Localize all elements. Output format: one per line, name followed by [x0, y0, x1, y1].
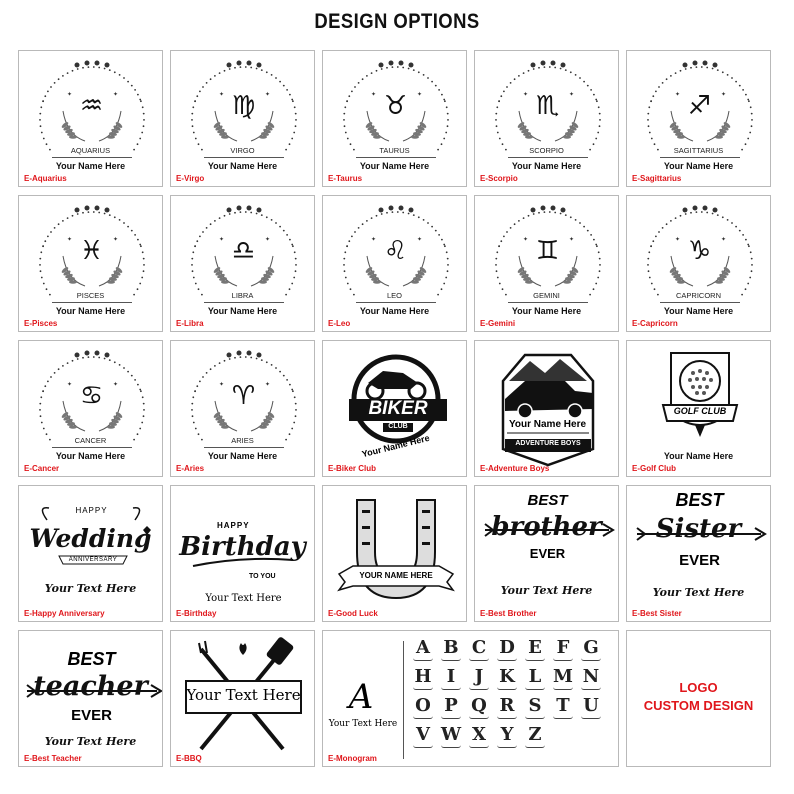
teacher-ever: EVER	[71, 707, 112, 724]
design-code: E-Good Luck	[328, 609, 378, 618]
horseshoe-banner: YOUR NAME HERE	[359, 571, 433, 580]
design-code: E-Birthday	[176, 609, 217, 618]
letter-swash	[413, 716, 433, 719]
design-code: E-Best Brother	[480, 609, 537, 618]
svg-text:✦: ✦	[219, 237, 225, 243]
zodiac-divider	[356, 302, 436, 303]
design-option-sagittarius[interactable]	[626, 50, 771, 187]
letter-swash	[581, 716, 601, 719]
design-option-gemini[interactable]	[474, 195, 619, 332]
letter-swash	[581, 687, 601, 690]
zodiac-symbol-icon: ♊	[535, 236, 560, 266]
zodiac-divider	[204, 157, 284, 158]
svg-text:✦: ✦	[569, 237, 575, 243]
design-code: E-Monogram	[328, 754, 377, 763]
zodiac-symbol-icon: ♐	[687, 91, 712, 121]
letter-swash	[553, 687, 573, 690]
design-code: E-Best Sister	[632, 609, 682, 618]
monogram-letter: Q	[471, 695, 487, 716]
zodiac-divider	[204, 302, 284, 303]
svg-text:✦: ✦	[675, 92, 681, 98]
zodiac-sign-label: CAPRICORN	[675, 291, 721, 300]
design-option-golf-club[interactable]	[626, 340, 771, 477]
sister-text: Your Text Here	[652, 586, 745, 599]
letter-swash	[553, 716, 573, 719]
anniversary-ribbon: ANNIVERSARY	[68, 557, 118, 563]
monogram-letter: J	[474, 666, 484, 687]
monogram-letter: N	[582, 666, 600, 687]
svg-text:✦: ✦	[67, 92, 73, 98]
design-code: E-Happy Anniversary	[24, 609, 105, 618]
svg-text:✦: ✦	[371, 92, 377, 98]
letter-swash	[497, 658, 517, 661]
biker-title: BIKER	[368, 398, 428, 419]
brother-best: BEST	[527, 492, 568, 509]
monogram-letter: A	[416, 637, 430, 658]
birthday-big: Birthday	[179, 532, 306, 562]
truck-name: Your Name Here	[508, 419, 587, 430]
svg-text:✦: ✦	[67, 237, 73, 243]
letter-swash	[469, 687, 489, 690]
letter-swash	[413, 658, 433, 661]
svg-text:✦: ✦	[113, 92, 119, 98]
truck-banner: ADVENTURE BOYS	[515, 440, 581, 447]
zodiac-symbol-icon: ♌	[383, 236, 408, 266]
svg-text:✦: ✦	[265, 92, 271, 98]
brother-word: brother	[491, 512, 602, 542]
letter-swash	[581, 658, 601, 661]
anniversary-small: HAPPY	[75, 506, 108, 515]
zodiac-name: Your Name Here	[207, 451, 278, 461]
letter-swash	[497, 745, 517, 748]
letter-swash	[413, 687, 433, 690]
monogram-letter: P	[444, 695, 458, 716]
zodiac-name: Your Name Here	[359, 306, 430, 316]
svg-text:✦: ✦	[721, 237, 727, 243]
letter-swash	[441, 716, 461, 719]
design-code: E-Pisces	[24, 319, 58, 328]
svg-text:✦: ✦	[265, 237, 271, 243]
design-code: E-Leo	[328, 319, 351, 328]
anniversary-big: Wedding	[29, 524, 152, 553]
monogram-letter: U	[583, 695, 599, 716]
monogram-letter: I	[446, 666, 456, 687]
monogram-letter: T	[556, 695, 570, 716]
zodiac-sign-label: LIBRA	[231, 291, 254, 300]
letter-swash	[469, 716, 489, 719]
design-code: E-Libra	[176, 319, 204, 328]
zodiac-divider	[52, 302, 132, 303]
logo-line1: LOGO	[679, 680, 718, 695]
zodiac-divider	[356, 157, 436, 158]
monogram-letter: V	[416, 724, 430, 745]
zodiac-name: Your Name Here	[511, 161, 582, 171]
design-code: E-Aries	[176, 464, 205, 473]
design-code: E-Best Teacher	[24, 754, 82, 763]
page-title: DESIGN OPTIONS	[314, 10, 480, 33]
monogram-letter: W	[440, 724, 462, 745]
monogram-letter: F	[556, 637, 570, 658]
biker-sub: CLUB	[388, 423, 408, 430]
monogram-letter: B	[443, 637, 459, 658]
design-code: E-Golf Club	[632, 464, 676, 473]
sister-best: BEST	[675, 490, 724, 510]
golf-name: Your Name Here	[663, 451, 734, 461]
letter-swash	[441, 745, 461, 748]
zodiac-divider	[660, 157, 740, 158]
logo-line2: CUSTOM DESIGN	[643, 698, 754, 713]
letter-swash	[497, 716, 517, 719]
zodiac-sign-label: TAURUS	[379, 146, 410, 155]
design-option-leo[interactable]	[322, 195, 467, 332]
svg-text:✦: ✦	[113, 382, 119, 388]
design-option-biker-club[interactable]	[322, 340, 467, 477]
monogram-letter: S	[528, 695, 542, 716]
design-option-birthday[interactable]	[170, 485, 315, 622]
design-option-good-luck[interactable]	[322, 485, 467, 622]
monogram-letter: K	[499, 666, 515, 687]
svg-text:✦: ✦	[417, 92, 423, 98]
design-option-bbq[interactable]	[170, 630, 315, 767]
letter-swash	[441, 658, 461, 661]
letter-swash	[441, 687, 461, 690]
zodiac-sign-label: CANCER	[74, 436, 107, 445]
design-code: E-Scorpio	[480, 174, 518, 183]
monogram-letter: Y	[500, 724, 514, 745]
monogram-letter: Z	[528, 724, 542, 745]
logo-custom-label	[627, 679, 770, 715]
horseshoe-icon	[323, 486, 467, 622]
zodiac-sign-label: LEO	[386, 291, 402, 300]
truck-emblem	[475, 341, 619, 477]
design-code: E-Aquarius	[24, 174, 67, 183]
zodiac-divider	[52, 447, 132, 448]
zodiac-sign-label: ARIES	[231, 436, 254, 445]
design-code: E-Virgo	[176, 174, 205, 183]
zodiac-name: Your Name Here	[663, 306, 734, 316]
zodiac-symbol-icon: ♏	[535, 91, 560, 121]
brother-text: Your Text Here	[500, 584, 593, 597]
zodiac-divider	[204, 447, 284, 448]
svg-text:✦: ✦	[569, 92, 575, 98]
birthday-small: HAPPY	[217, 521, 250, 530]
teacher-best: BEST	[67, 649, 116, 669]
design-code: E-BBQ	[176, 754, 202, 763]
monogram-text: Your Text Here	[328, 719, 398, 729]
design-code: E-Capricorn	[632, 319, 678, 328]
design-option-cancer[interactable]	[18, 340, 163, 477]
monogram-initial: A	[348, 677, 374, 717]
zodiac-divider	[660, 302, 740, 303]
monogram-letter: X	[472, 724, 486, 745]
monogram-letter: M	[553, 666, 573, 687]
monogram-letter: C	[471, 637, 487, 658]
svg-text:✦: ✦	[523, 92, 529, 98]
design-option-logo-custom[interactable]	[626, 630, 771, 767]
design-option-virgo[interactable]	[170, 50, 315, 187]
zodiac-divider	[508, 302, 588, 303]
zodiac-symbol-icon: ♍	[231, 91, 256, 121]
svg-text:✦: ✦	[219, 382, 225, 388]
design-option-best-sister[interactable]	[626, 485, 771, 622]
birthday-text: Your Text Here	[205, 593, 282, 604]
zodiac-symbol-icon: ♑	[687, 236, 712, 266]
sister-ever: EVER	[679, 552, 720, 569]
anniversary-text: Your Text Here	[44, 582, 137, 595]
monogram-letter: G	[583, 637, 599, 658]
zodiac-divider	[508, 157, 588, 158]
letter-swash	[525, 745, 545, 748]
zodiac-symbol-icon: ♋	[79, 381, 104, 411]
zodiac-sign-label: SAGITTARIUS	[673, 146, 724, 155]
zodiac-divider	[52, 157, 132, 158]
zodiac-name: Your Name Here	[55, 451, 126, 461]
design-code: E-Sagittarius	[632, 174, 682, 183]
design-option-monogram[interactable]	[322, 630, 619, 767]
design-option-adventure-boys[interactable]	[474, 340, 619, 477]
zodiac-symbol-icon: ♒	[79, 91, 104, 121]
letter-swash	[525, 716, 545, 719]
svg-text:✦: ✦	[371, 237, 377, 243]
design-option-taurus[interactable]	[322, 50, 467, 187]
zodiac-name: Your Name Here	[207, 306, 278, 316]
birthday-sub: TO YOU	[249, 573, 276, 580]
design-option-best-brother[interactable]	[474, 485, 619, 622]
zodiac-name: Your Name Here	[55, 161, 126, 171]
letter-swash	[497, 687, 517, 690]
design-code: E-Gemini	[480, 319, 516, 328]
design-option-aries[interactable]	[170, 340, 315, 477]
design-code: E-Cancer	[24, 464, 60, 473]
zodiac-name: Your Name Here	[207, 161, 278, 171]
zodiac-sign-label: SCORPIO	[529, 146, 564, 155]
zodiac-sign-label: VIRGO	[230, 146, 255, 155]
svg-text:✦: ✦	[675, 237, 681, 243]
svg-text:✦: ✦	[219, 92, 225, 98]
zodiac-symbol-icon: ♈	[231, 381, 256, 411]
zodiac-sign-label: AQUARIUS	[70, 146, 111, 155]
zodiac-name: Your Name Here	[55, 306, 126, 316]
zodiac-symbol-icon: ♉	[383, 91, 408, 121]
design-option-scorpio[interactable]	[474, 50, 619, 187]
design-option-happy-anniversary[interactable]	[18, 485, 163, 622]
monogram-letter: E	[528, 637, 542, 658]
design-option-libra[interactable]	[170, 195, 315, 332]
sister-word: Sister	[655, 514, 742, 544]
monogram-letter: D	[499, 637, 515, 658]
design-option-aquarius[interactable]	[18, 50, 163, 187]
design-option-best-teacher[interactable]	[18, 630, 163, 767]
monogram-letter: R	[499, 695, 515, 716]
design-code: E-Taurus	[328, 174, 363, 183]
svg-text:✦: ✦	[67, 382, 73, 388]
monogram-divider	[403, 641, 404, 759]
letter-swash	[469, 658, 489, 661]
zodiac-symbol-icon: ♓	[79, 236, 104, 266]
design-option-capricorn[interactable]	[626, 195, 771, 332]
svg-text:✦: ✦	[113, 237, 119, 243]
zodiac-name: Your Name Here	[359, 161, 430, 171]
zodiac-name: Your Name Here	[663, 161, 734, 171]
letter-swash	[553, 658, 573, 661]
zodiac-sign-label: PISCES	[76, 291, 105, 300]
monogram-letter: O	[415, 695, 431, 716]
svg-text:✦: ✦	[265, 382, 271, 388]
design-grid	[18, 50, 777, 769]
zodiac-sign-label: GEMINI	[533, 291, 560, 300]
letter-swash	[525, 687, 545, 690]
letter-swash	[525, 658, 545, 661]
letter-swash	[469, 745, 489, 748]
teacher-word: teacher	[33, 671, 148, 702]
biker-name: Your Name Here	[360, 432, 431, 460]
brother-ever: EVER	[529, 546, 566, 561]
zodiac-name: Your Name Here	[511, 306, 582, 316]
design-code: E-Biker Club	[328, 464, 377, 473]
monogram-letter: L	[528, 666, 542, 687]
letter-swash	[413, 745, 433, 748]
svg-text:✦: ✦	[721, 92, 727, 98]
bbq-text: Your Text Here	[186, 686, 301, 704]
teacher-text: Your Text Here	[44, 735, 137, 748]
svg-text:✦: ✦	[523, 237, 529, 243]
design-code: E-Adventure Boys	[480, 464, 550, 473]
monogram-letter: H	[414, 666, 432, 687]
golf-badge: GOLF CLUB	[673, 406, 727, 416]
svg-text:✦: ✦	[417, 237, 423, 243]
zodiac-symbol-icon: ♎	[231, 236, 256, 266]
design-option-pisces[interactable]	[18, 195, 163, 332]
